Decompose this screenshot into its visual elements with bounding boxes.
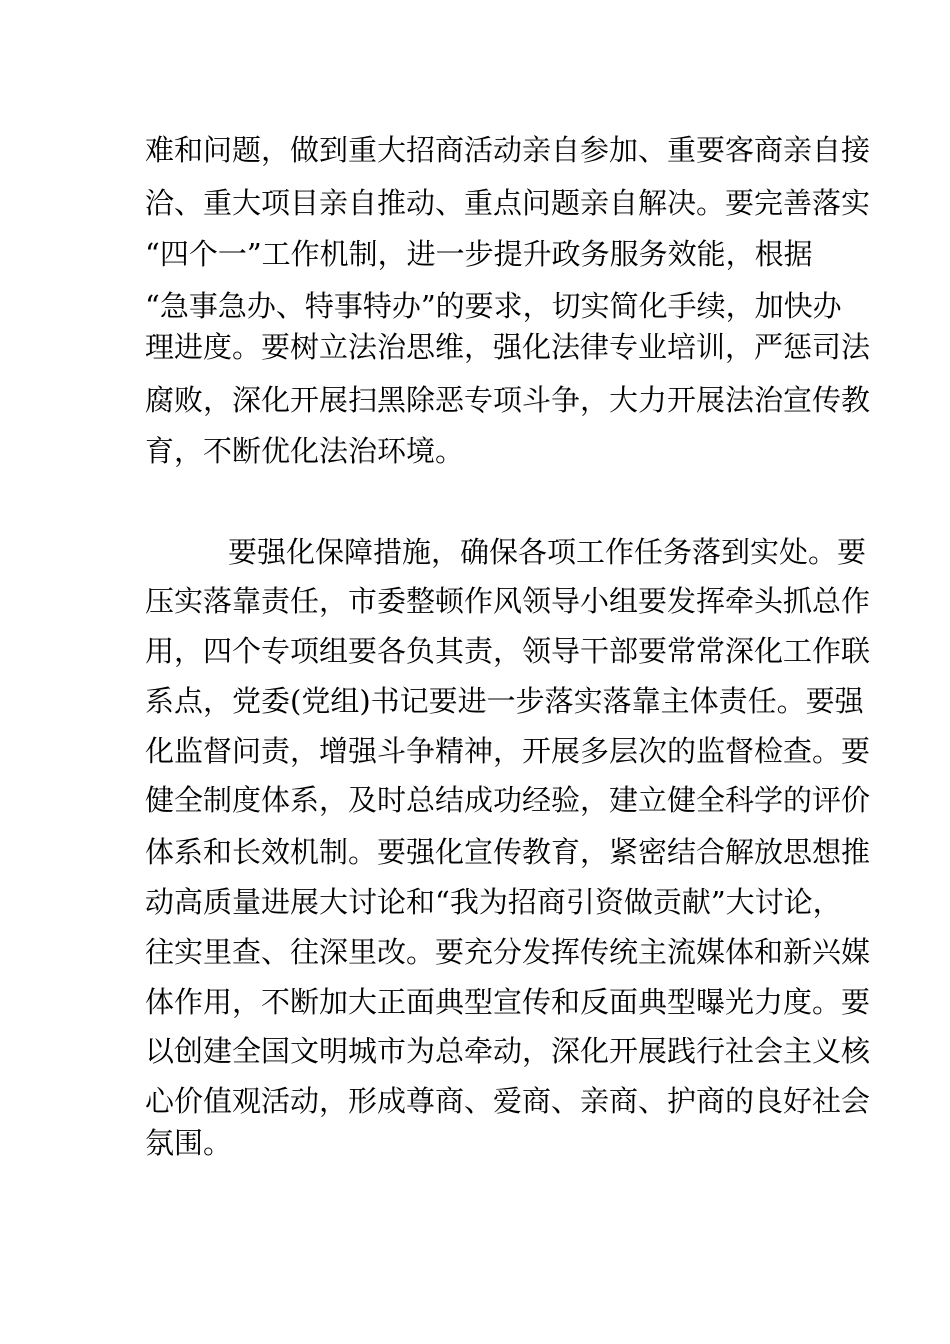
text-line: 动高质量进展大讨论和“我为招商引资做贡献”大讨论， [145, 885, 842, 919]
text-line: 健全制度体系，及时总结成功经验，建立健全科学的评价 [145, 783, 871, 817]
text-line: 系点，党委(党组)书记要进一步落实落靠主体责任。要强 [145, 684, 864, 718]
text-line: 心价值观活动，形成尊商、爱商、亲商、护商的良好社会 [145, 1084, 871, 1118]
text-line: 腐败，深化开展扫黑除恶专项斗争，大力开展法治宣传教 [145, 383, 871, 417]
text-line: 以创建全国文明城市为总牵动，深化开展践行社会主义核 [145, 1034, 871, 1068]
text-line: 理进度。要树立法治思维，强化法律专业培训，严惩司法 [145, 330, 871, 364]
text-line: 难和问题，做到重大招商活动亲自参加、重要客商亲自接 [145, 133, 871, 167]
text-line: 育，不断优化法治环境。 [145, 434, 465, 468]
text-line: “四个一”工作机制，进一步提升政务服务效能，根据 [145, 237, 813, 271]
text-line: 体作用，不断加大正面典型宣传和反面典型曝光力度。要 [145, 985, 871, 1019]
text-line: 往实里查、往深里改。要充分发挥传统主流媒体和新兴媒 [145, 935, 871, 969]
text-line: 体系和长效机制。要强化宣传教育，紧密结合解放思想推 [145, 835, 871, 869]
text-line: “急事急办、特事特办”的要求，切实简化手续，加快办 [145, 289, 842, 323]
text-line: 要强化保障措施，确保各项工作任务落到实处。要 [228, 535, 867, 569]
text-line: 氛围。 [145, 1126, 233, 1160]
text-line: 化监督问责，增强斗争精神，开展多层次的监督检查。要 [145, 734, 871, 768]
text-line: 用，四个专项组要各负其责，领导干部要常常深化工作联 [145, 634, 871, 668]
text-line: 洽、重大项目亲自推动、重点问题亲自解决。要完善落实 [145, 186, 871, 220]
text-line: 压实落靠责任，市委整顿作风领导小组要发挥牵头抓总作 [145, 584, 871, 618]
